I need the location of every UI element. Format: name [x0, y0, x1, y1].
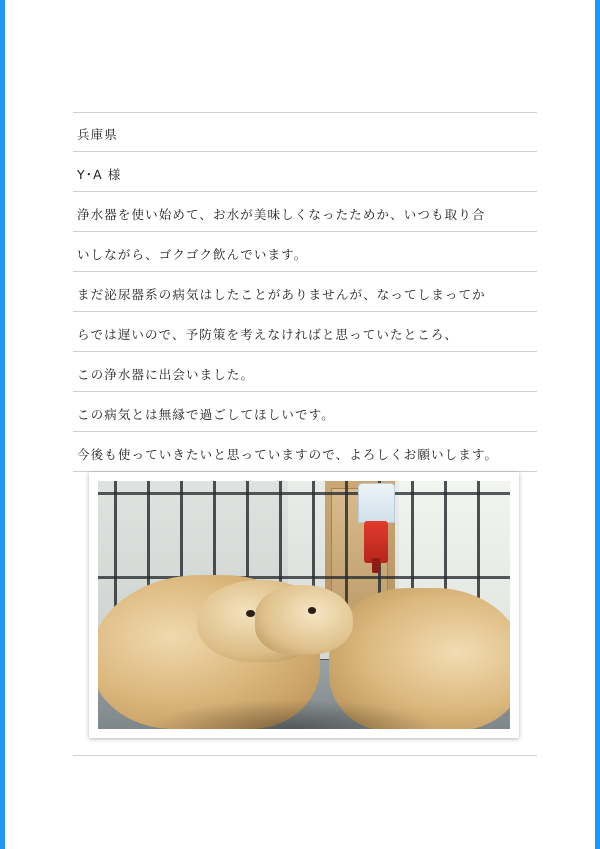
text-line [73, 272, 537, 312]
water-nozzle-tip [372, 558, 380, 573]
line-text: 兵庫県 [77, 127, 118, 142]
photo-frame [89, 472, 519, 738]
text-line [73, 312, 537, 352]
water-nozzle [364, 521, 389, 563]
text-line [73, 112, 537, 152]
photo-line [73, 472, 537, 756]
line-text: この浄水器に出会いました。 [77, 367, 255, 382]
line-text: Y･A 様 [77, 167, 122, 182]
line-text: いしながら、ゴクゴク飲んでいます。 [77, 247, 308, 262]
line-text: まだ泌尿器系の病気はしたことがありませんが、なってしまってか [77, 287, 486, 302]
letter-sheet [73, 112, 537, 756]
photo-shadow [147, 699, 435, 729]
water-bottle [358, 483, 395, 523]
line-text: この病気とは無縁で過ごしてほしいです。 [77, 407, 335, 422]
line-text: 浄水器を使い始めて、お水が美味しくなったためか、いつも取り合 [77, 207, 486, 222]
text-line [73, 392, 537, 432]
text-line [73, 432, 537, 472]
line-text: らでは遅いので、予防策を考えなければと思っていたところ、 [77, 327, 459, 342]
text-line [73, 192, 537, 232]
line-text: 今後も使っていきたいと思っていますので、よろしくお願いします。 [77, 447, 499, 462]
text-line [73, 232, 537, 272]
dogs-drinking-photo [98, 481, 510, 729]
text-line [73, 152, 537, 192]
text-line [73, 352, 537, 392]
dog-right-head [255, 585, 354, 654]
